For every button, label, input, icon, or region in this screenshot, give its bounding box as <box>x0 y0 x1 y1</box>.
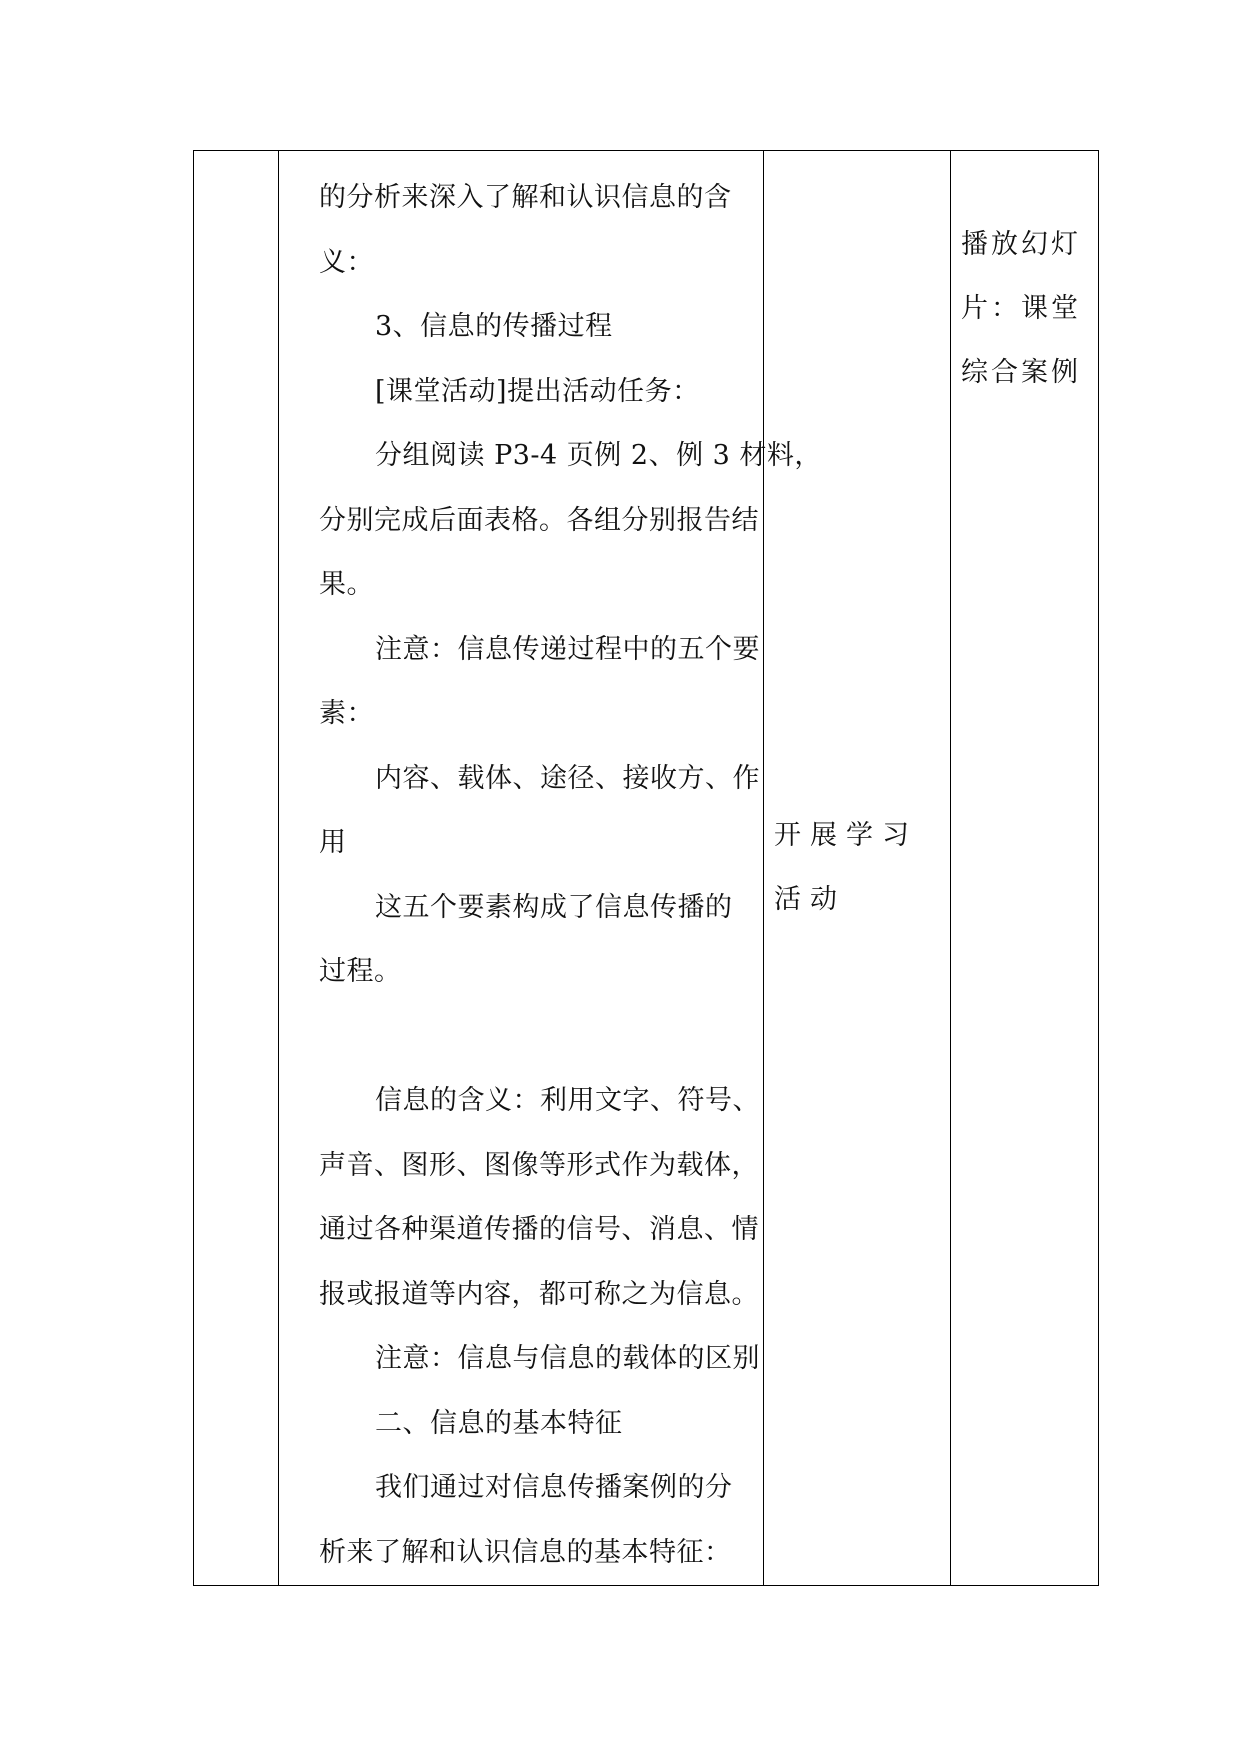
student-activity-text: 开展学习活动 <box>774 820 918 915</box>
content-line: 声音、图形、图像等形式作为载体， <box>319 1149 759 1181</box>
content-line: 用 <box>319 827 347 858</box>
lesson-plan-table <box>193 150 1099 1586</box>
content-line <box>375 1005 753 1070</box>
media-usage-cell <box>951 151 1099 1586</box>
content-line: 报或报道等内容，都可称之为信息。 <box>319 1278 759 1310</box>
content-line: 3、信息的传播过程 <box>375 311 613 342</box>
content-line: 过程。 <box>319 956 402 987</box>
content-line: [课堂活动]提出活动任务： <box>375 375 700 407</box>
teaching-content-cell <box>279 151 822 1586</box>
content-line: 注意：信息与信息的载体的区别 <box>375 1343 760 1374</box>
media-usage-text: 播放幻灯片：课堂综合案例 <box>961 229 1081 388</box>
content-line: 信息的含义：利用文字、符号、 <box>375 1085 760 1116</box>
content-line: 内容、载体、途径、接收方、作 <box>375 762 760 794</box>
content-line: 我们通过对信息传播案例的分 <box>375 1472 733 1503</box>
content-line: 通过各种渠道传播的信号、消息、情 <box>319 1214 759 1245</box>
content-line: 的分析来深入了解和认识信息的含 <box>319 182 732 213</box>
student-activity-cell <box>764 151 951 1586</box>
content-line: 二、信息的基本特征 <box>375 1407 623 1439</box>
teaching-content <box>279 151 822 1585</box>
content-line: 果。 <box>319 569 374 600</box>
content-line: 分组阅读 P3-4 页例 2、例 3 材料， <box>375 440 822 471</box>
content-line: 素： <box>319 698 374 729</box>
table-row <box>194 151 1099 1586</box>
content-line: 这五个要素构成了信息传播的 <box>375 891 733 923</box>
blank-cell <box>194 151 279 1586</box>
content-line: 析来了解和认识信息的基本特征： <box>319 1536 732 1568</box>
content-line: 义： <box>319 246 374 278</box>
content-line: 注意：信息传递过程中的五个要 <box>375 633 760 665</box>
content-line: 分别完成后面表格。各组分别报告结 <box>319 504 759 536</box>
